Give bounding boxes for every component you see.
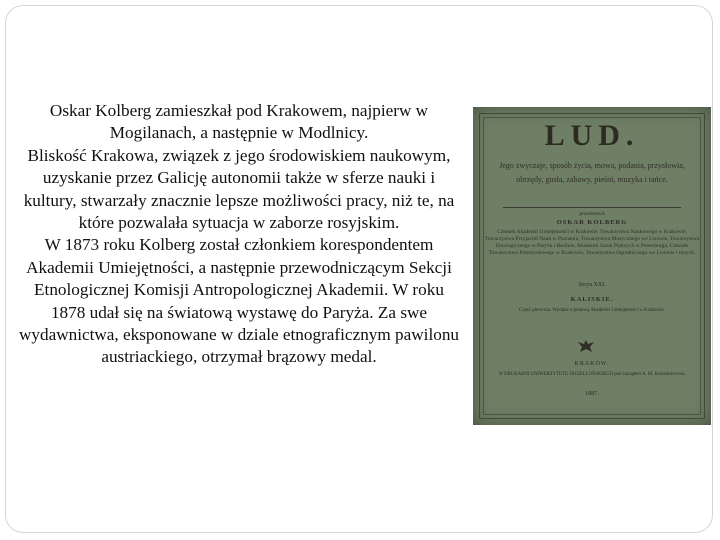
book-part: Część pierwsza. Wydane z pomocą Akademii Umiejętności w Krakowie. — [519, 308, 665, 313]
eagle-emblem-icon — [576, 339, 596, 353]
book-author-label: przedstawił — [579, 211, 605, 217]
book-author: OSKAR KOLBERG — [556, 219, 628, 226]
book-cover-image — [473, 107, 711, 425]
book-divider — [503, 207, 681, 208]
book-press: W DRUKARNI UNIWERSYTETU JAGIELLOŃSKIEGO pod zarządem A. M. Kosterkiewicza. — [498, 372, 686, 377]
book-subtitle: Jego zwyczaje, sposób życia, mowa, podania, przysłowia, obrzędy, gusła, zabawy, pieśni, muzyka i tańce. — [499, 161, 685, 184]
book-series: Serya XXI. — [578, 282, 606, 288]
paragraph-academy-medal: W 1873 roku Kolberg został członkiem korespondentem Akademii Umiejętności, a następnie przewodniczącym Sekcji Etnologicznej Komisji Antropologicznej Akademii. W roku 1878 udał się na światową wystawę do Paryża. Za swe wydawnictwa, eksponowane w dziale etnograficznym pawilonu austriackiego, otrzymał brązowy medal. — [18, 235, 460, 367]
book-region: KALISKIE. — [570, 296, 614, 303]
paragraph-mogilany: Oskar Kolberg zamieszkał pod Krakowem, najpierw w Mogilanach, a następnie w Modlnicy. — [49, 101, 429, 143]
book-title: LUD. — [544, 119, 640, 152]
body-text — [18, 100, 460, 369]
book-author-titles: Członek Akademii Umiejętności w Krakowie, Towarzystwa Naukowego w Krakowie, Towarzystwa Przyjaciół Nauk w Poznaniu, Towarzystwa Muzycznego we Lwowie, Towarzystwa Etnologicznego w Paryżu i Berlinie, Akademii Sztuk Pięknych w Petersburgu, Członek Towarzystwa Przemysłowego w Krakowie, Towarzystwa Ogrodniczego we Lwowie i innych. — [484, 229, 700, 256]
book-city: KRAKÓW. — [574, 361, 610, 367]
book-year: 1887. — [585, 391, 599, 397]
paragraph-krakow-proximity: Bliskość Krakowa, związek z jego środowiskiem naukowym, uzyskanie przez Galicję autonomii także w sferze nauki i kultury, stwarzały znacznie lepsze możliwości pracy, niż te, na które pozwalała sytuacja w zaborze rosyjskim. — [23, 145, 455, 233]
